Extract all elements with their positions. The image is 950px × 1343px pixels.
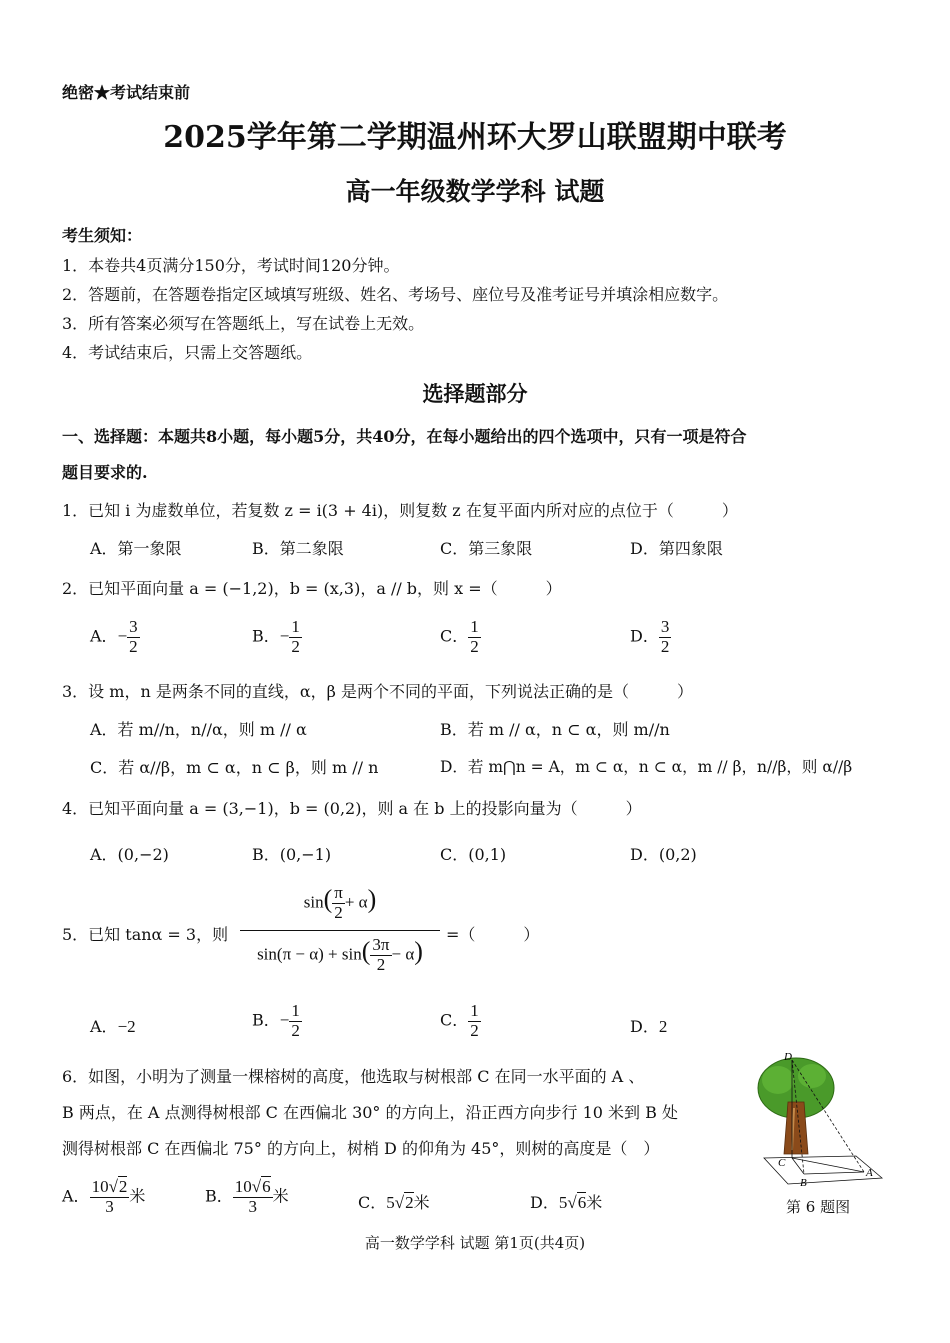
q6-option-a: A． $\frac{10√2}{3}$ 米 bbox=[62, 1177, 146, 1216]
tree-canopy-highlight bbox=[762, 1066, 794, 1094]
q5-tail: =（ ） bbox=[446, 925, 540, 944]
notice-item-4: 4．考试结束后，只需上交答题纸。 bbox=[62, 343, 313, 362]
q2-option-c: C． $\frac{1}{2}$ bbox=[440, 617, 479, 656]
q5-denominator: sin(π − α) + sin( $\frac{3\pi}{2}$ − α) bbox=[257, 935, 423, 974]
q6-line-1: 6．如图，小明为了测量一棵榕树的高度，他选取与树根部 C 在同一水平面的 A 、 bbox=[62, 1067, 645, 1086]
q1-option-d: D．第四象限 bbox=[630, 539, 723, 558]
q5-lead: 5．已知 tanα = 3，则 bbox=[62, 925, 229, 944]
q1-option-b: B．第二象限 bbox=[252, 539, 344, 558]
q1-option-a: A．第一象限 bbox=[90, 539, 182, 558]
q5-option-a: A．−2 bbox=[90, 1017, 136, 1036]
q6-option-d: D．5√6米 bbox=[530, 1193, 603, 1212]
q4-option-d: D．(0,2) bbox=[630, 845, 697, 864]
tree-trunk bbox=[784, 1102, 808, 1154]
q1-stem: 1．已知 i 为虚数单位，若复数 z = i(3 + 4i)，则复数 z 在复平面内所对应的点位于（ ） bbox=[62, 501, 738, 520]
fig-label-d: D bbox=[784, 1051, 792, 1063]
q4-stem: 4．已知平面向量 a = (3,−1)，b = (0,2)，则 a 在 b 上的投影向量为（ ） bbox=[62, 799, 642, 818]
q6-figure-caption: 第 6 题图 bbox=[786, 1198, 851, 1216]
page-footer: 高一数学学科 试题 第1页(共4页) bbox=[364, 1234, 586, 1252]
q5-option-d: D．2 bbox=[630, 1017, 668, 1036]
line-b-a bbox=[804, 1172, 864, 1174]
section-instruction-2: 题目要求的. bbox=[62, 463, 148, 482]
section-title: 选择题部分 bbox=[422, 381, 528, 406]
q6-line-3: 测得树根部 C 在西偏北 75° 的方向上，树梢 D 的仰角为 45°，则树的高度是（ ） bbox=[62, 1139, 660, 1158]
q2-option-d: D． $\frac{3}{2}$ bbox=[630, 617, 670, 656]
q5-numerator: sin( $\frac{\pi}{2}$ + α) bbox=[303, 883, 377, 922]
q3-option-c: C．若 α//β，m ⊂ α，n ⊂ β，则 m // n bbox=[90, 758, 379, 777]
tree-canopy-highlight bbox=[798, 1064, 826, 1088]
q4-option-c: C．(0,1) bbox=[440, 845, 507, 864]
q5-option-b: B．− $\frac{1}{2}$ bbox=[252, 1001, 300, 1040]
q6-tree-figure bbox=[748, 1050, 898, 1190]
q3-option-b: B．若 m // α，n ⊂ α，则 m//n bbox=[440, 720, 670, 739]
q2-option-a: A．− $\frac{3}{2}$ bbox=[90, 617, 138, 656]
q3-stem: 3．设 m，n 是两条不同的直线，α，β 是两个不同的平面，下列说法正确的是（ ） bbox=[62, 682, 693, 701]
secret-label: 绝密★考试结束前 bbox=[62, 83, 191, 102]
q1-option-c: C．第三象限 bbox=[440, 539, 533, 558]
q6-option-b: B． $\frac{10√6}{3}$ 米 bbox=[205, 1177, 289, 1216]
fig-label-a: A bbox=[866, 1167, 873, 1179]
notice-heading: 考生须知： bbox=[62, 226, 143, 245]
q2-option-b: B．− $\frac{1}{2}$ bbox=[252, 617, 300, 656]
notice-item-2: 2．答题前，在答题卷指定区域填写班级、姓名、考场号、座位号及准考证号并填涂相应数字。 bbox=[62, 285, 729, 304]
q4-option-a: A．(0,−2) bbox=[90, 845, 169, 864]
q6-line-2: B 两点，在 A 点测得树根部 C 在西偏北 30° 的方向上，沿正西方向步行 10 米到 B 处 bbox=[62, 1103, 678, 1122]
q5-fraction-bar bbox=[240, 930, 440, 931]
q5-option-c: C． $\frac{1}{2}$ bbox=[440, 1001, 479, 1040]
notice-item-3: 3．所有答案必须写在答题纸上，写在试卷上无效。 bbox=[62, 314, 425, 333]
fig-label-b: B bbox=[800, 1177, 807, 1189]
q3-option-d: D．若 m⋂n = A，m ⊂ α，n ⊂ α，m // β，n//β，则 α//β bbox=[440, 758, 853, 776]
q6-option-c: C．5√2米 bbox=[358, 1193, 430, 1212]
q4-option-b: B．(0,−1) bbox=[252, 845, 332, 864]
fig-label-c: C bbox=[778, 1157, 786, 1169]
exam-title: 2025学年第二学期温州环大罗山联盟期中联考 bbox=[163, 120, 787, 155]
q3-option-a: A．若 m//n，n//α，则 m // α bbox=[90, 720, 307, 739]
notice-item-1: 1．本卷共4页满分150分，考试时间120分钟。 bbox=[62, 256, 400, 275]
section-instruction-1: 一、选择题：本题共8小题，每小题5分，共40分，在每小题给出的四个选项中，只有一项是符合 bbox=[62, 427, 747, 446]
exam-subtitle: 高一年级数学学科 试题 bbox=[345, 177, 605, 206]
q2-stem: 2．已知平面向量 a = (−1,2)，b = (x,3)，a // b，则 x =（ ） bbox=[62, 579, 562, 598]
